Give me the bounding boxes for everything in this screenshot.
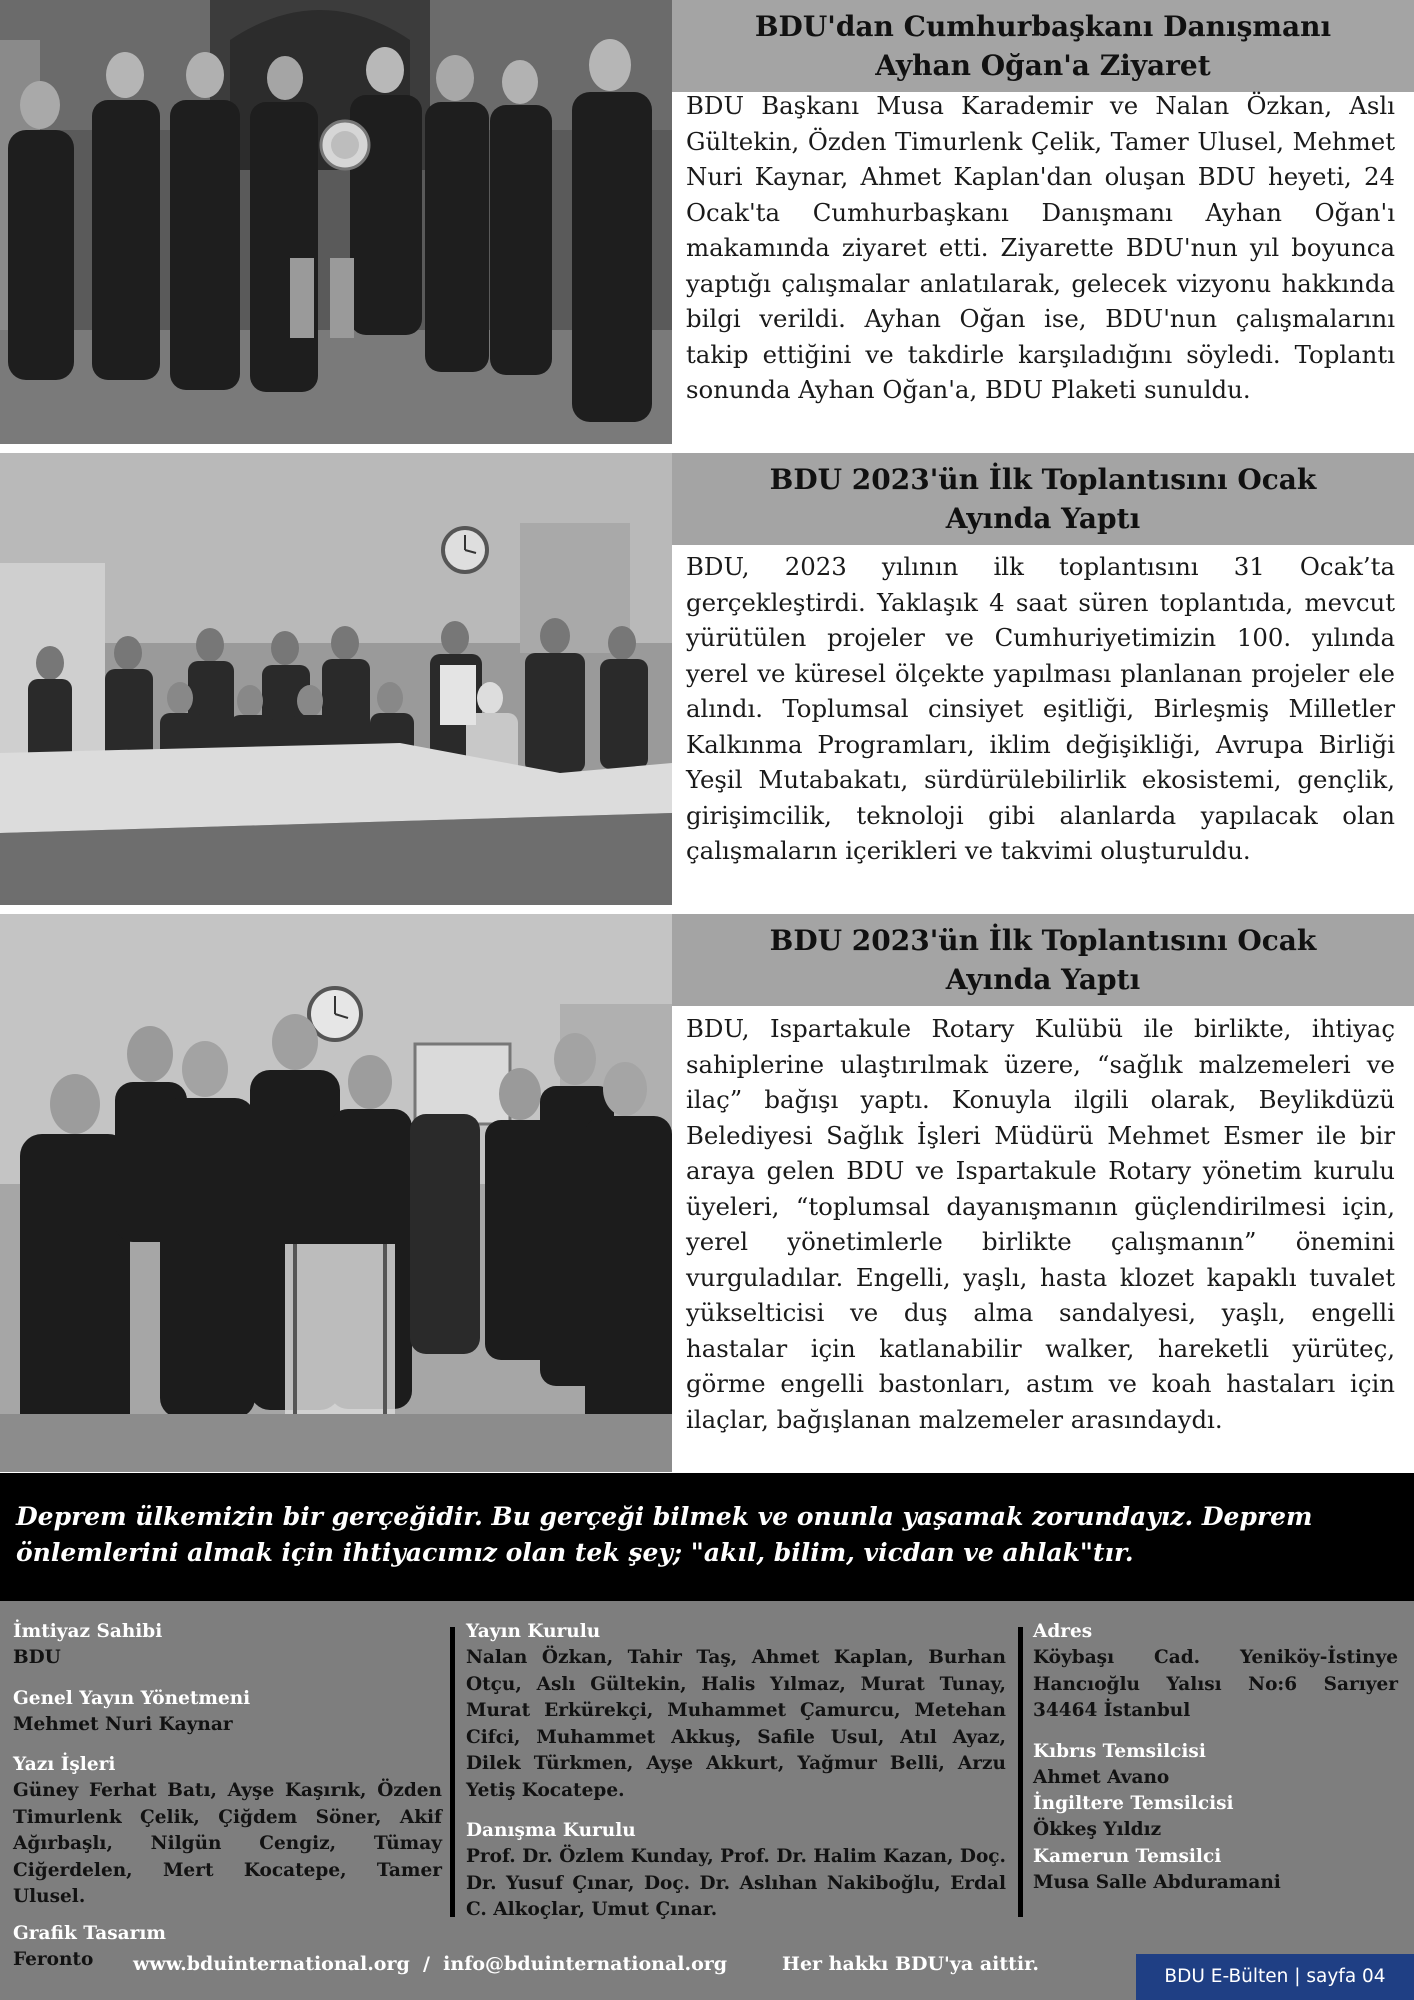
danisma-kurulu-label: Danışma Kurulu	[466, 1820, 636, 1841]
yayin-kurulu-value: Nalan Özkan, Tahir Taş, Ahmet Kaplan, Burhan Otçu, Aslı Gültekin, Halis Yılmaz, Murat Tunay, Murat Erkürekçi, Muhammet Çamurcu, Metehan Cifci, Muhammet Akkuş, Safile Usul, Atıl Ayaz, Dilek Türkmen, Ayşe Akkurt, Yağmur Belli, Arzu Yetiş Kocatepe.	[466, 1647, 1006, 1801]
article-3-title	[672, 914, 1414, 1006]
masthead-footer	[0, 1601, 1414, 2000]
meeting-group-photo	[0, 453, 672, 905]
masthead-column-3	[1033, 1619, 1398, 1896]
quote-line-1: Deprem ülkemizin bir gerçeğidir. Bu gerçeği bilmek ve onunla yaşamak zorundayız. Deprem	[16, 1502, 1313, 1531]
article-1	[0, 0, 1414, 444]
article-2-title-line-1: BDU 2023'ün İlk Toplantısını Ocak	[769, 463, 1317, 496]
genel-yayin-label: Genel Yayın Yönetmeni	[13, 1687, 251, 1709]
yayin-kurulu-label: Yayın Kurulu	[466, 1621, 601, 1642]
column-divider-2	[1018, 1627, 1023, 1917]
kibris-value: Ahmet Avano	[1033, 1766, 1170, 1788]
donation-group-photo	[0, 914, 672, 1472]
ingiltere-value: Ökkeş Yıldız	[1033, 1819, 1162, 1840]
adres-value: Köybaşı Cad. Yeniköy-İstinye Hancıoğlu Yalısı No:6 Sarıyer 34464 İstanbul	[1033, 1647, 1398, 1721]
grafik-tasarim-label: Grafik Tasarım	[13, 1922, 166, 1944]
danisma-kurulu-value: Prof. Dr. Özlem Kunday, Prof. Dr. Halim Kazan, Doç. Dr. Yusuf Çınar, Doç. Dr. Aslıhan Nakiboğlu, Erdal C. Alkoçlar, Umut Çınar.	[466, 1846, 1006, 1920]
article-2-title-line-2: Ayında Yaptı	[945, 502, 1141, 535]
page-badge: BDU E-Bülten | sayfa 04	[1136, 1954, 1414, 2000]
kamerun-value: Musa Salle Abduramani	[1033, 1871, 1281, 1893]
column-divider-1	[450, 1627, 455, 1917]
article-2-title	[672, 453, 1414, 545]
masthead-column-1	[13, 1619, 442, 1973]
kamerun-label: Kamerun Temsilci	[1033, 1845, 1222, 1867]
adres-label: Adres	[1033, 1621, 1093, 1642]
article-2-body: BDU, 2023 yılının ilk toplantısını 31 Ocak’ta gerçekleştirdi. Yaklaşık 4 saat süren toplantıda, mevcut yürütülen projeler ve Cumhuriyetimizin 100. yılında yerel ve küresel ölçekte yapılması planlanan projeler ele alındı. Toplumsal cinsiyet eşitliği, Birleşmiş Milletler Kalkınma Programları, iklim değişikliği, Avrupa Birliği Yeşil Mutabakatı, sürdürülebilirlik ekosistemi, gençlik, girişimcilik, teknoloji gibi alanlarda yapılacak olan çalışmaların içerikleri ve takvimi oluşturuldu.	[686, 552, 1395, 865]
group-photo-ceremony	[0, 0, 672, 444]
article-3-photo	[0, 914, 672, 1472]
yazi-isleri-value: Güney Ferhat Batı, Ayşe Kaşırık, Özden Timurlenk Çelik, Çiğdem Söner, Akif Ağırbaşlı, Nilgün Cengiz, Tümay Ciğerdelen, Mert Kocatepe, Tamer Ulusel.	[13, 1780, 442, 1907]
copyright-text: Her hakkı BDU'ya aittir.	[782, 1953, 1040, 1975]
masthead-column-2	[466, 1619, 1006, 1924]
article-2-photo	[0, 453, 672, 905]
genel-yayin-value: Mehmet Nuri Kaynar	[13, 1713, 233, 1735]
yazi-isleri-label: Yazı İşleri	[13, 1754, 116, 1775]
article-1-body: BDU Başkanı Musa Karademir ve Nalan Özkan, Aslı Gültekin, Özden Timurlenk Çelik, Tamer Ulusel, Mehmet Nuri Kaynar, Ahmet Kaplan'dan oluşan BDU heyeti, 24 Ocak'ta Cumhurbaşkanı Danışmanı Ayhan Oğan'ı makamında ziyaret etti. Ziyarette BDU'nun yıl boyunca yaptığı çalışmalar anlatılarak, gelecek vizyonu hakkında bilgi verildi. Ayhan Oğan ise, BDU'nun çalışmalarını takip ettiğini ve takdirle karşıladığını söyledi. Toplantı sonunda Ayhan Oğan'a, BDU Plaketi sunuldu.	[686, 91, 1395, 404]
article-3-title-line-1: BDU 2023'ün İlk Toplantısını Ocak	[769, 924, 1317, 957]
article-1-title-line-1: BDU'dan Cumhurbaşkanı Danışmanı	[754, 10, 1332, 43]
quote-line-2: önlemlerini almak için ihtiyacımız olan tek şey; "akıl, bilim, vicdan ve ahlak"tır.	[16, 1538, 1134, 1567]
kibris-label: Kıbrıs Temsilcisi	[1033, 1740, 1206, 1762]
imtiyaz-value: BDU	[13, 1647, 61, 1668]
imtiyaz-label: İmtiyaz Sahibi	[13, 1621, 163, 1642]
earthquake-quote-banner	[0, 1473, 1414, 1601]
article-1-title-line-2: Ayhan Oğan'a Ziyaret	[875, 49, 1211, 82]
article-3	[0, 914, 1414, 1472]
article-2	[0, 453, 1414, 905]
contact-links[interactable]: www.bduinternational.org / info@bduinternational.org	[133, 1953, 728, 1975]
grafik-tasarim-value: Feronto	[13, 1948, 94, 1970]
article-3-body: BDU, Ispartakule Rotary Kulübü ile birlikte, ihtiyaç sahiplerine ulaştırılmak üzere, “sağlık malzemeleri ve ilaç” bağışı yaptı. Konuyla ilgili olarak, Beylikdüzü Belediyesi Sağlık İşleri Müdürü Mehmet Esmer ile bir araya gelen BDU ve Ispartakule Rotary yönetim kurulu üyeleri, “toplumsal dayanışmanın güçlendirilmesi için, yerel yönetimlerle birlikte çalışmanın” önemini vurguladılar. Engelli, yaşlı, hasta klozet kapaklı tuvalet yükselticisi ve duş alma sandalyesi, yaşlı, engelli hastalar için katlanabilir walker, hareketli yürüteç, görme engelli bastonları, astım ve koah hastaları için ilaçlar, bağışlanan malzemeler arasındaydı.	[686, 1014, 1395, 1434]
ingiltere-label: İngiltere Temsilcisi	[1033, 1793, 1234, 1814]
article-3-title-line-2: Ayında Yaptı	[945, 963, 1141, 996]
article-1-photo	[0, 0, 672, 444]
earthquake-quote	[16, 1499, 1396, 1571]
article-1-title	[672, 0, 1414, 92]
